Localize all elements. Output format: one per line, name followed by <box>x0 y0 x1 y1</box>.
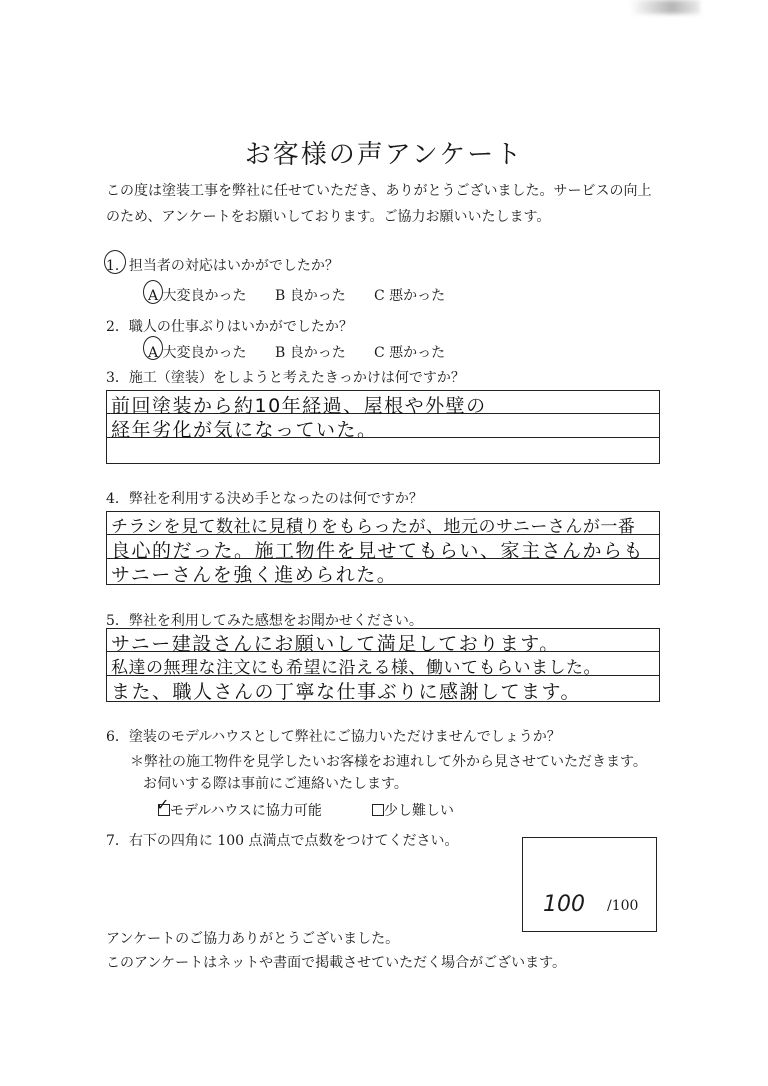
q1-option-b: B 良かった <box>275 288 346 304</box>
question-1: 1．担当者の対応はいかがでしたか？ <box>106 258 339 274</box>
q3-answer-line-1: 前回塗装から約10年経過、屋根や外壁の <box>111 395 487 417</box>
question-7: 7．右下の四角に 100 点満点で点数をつけてください。 <box>106 833 459 849</box>
closing-line-2: このアンケートはネットや書面で掲載させていただく場合がございます。 <box>106 955 567 971</box>
q2-option-c: C 悪かった <box>374 345 446 361</box>
q1-option-a: A 大変良かった <box>148 288 247 304</box>
checkbox-icon <box>372 804 384 816</box>
q5-answer-line-1: サニー建設さんにお願いして満足しております。 <box>111 633 560 655</box>
question-6: 6．塗装のモデルハウスとして弊社にご協力いただけませんでしょうか？ <box>106 729 561 745</box>
q5-answer-line-2: 私達の無理な注文にも希望に沿える様、働いてもらいました。 <box>111 658 601 678</box>
checkmark-icon: ✓ <box>156 795 170 814</box>
q6-option-no <box>372 800 454 820</box>
q1-option-c: C 悪かった <box>374 288 446 304</box>
q4-answer-line-3: サニーさんを強く進められた。 <box>111 564 398 586</box>
scan-edge-shadow <box>630 0 700 14</box>
score-box <box>522 837 657 932</box>
q2-option-a: A 大変良かった <box>148 345 247 361</box>
q6-option-yes-label: モデルハウスに協力可能 <box>170 803 322 819</box>
q3-answer-box <box>106 390 660 464</box>
question-5: 5．弊社を利用してみた感想をお聞かせください。 <box>106 613 423 629</box>
question-4: 4．弊社を利用する決め手となったのは何ですか？ <box>106 491 423 507</box>
q4-answer-line-1: チラシを見て数社に見積りをもらったが、地元のサニーさんが一番 <box>111 517 636 537</box>
q2-option-b: B 良かった <box>275 345 346 361</box>
intro-line-2: のため、アンケートをお願いしております。ご協力お願いいたします。 <box>106 209 551 225</box>
question-3: 3．施工（塗装）をしようと考えたきっかけは何ですか？ <box>106 370 465 386</box>
q4-answer-line-2: 良心的だった。施工物件を見せてもらい、家主さんからも <box>111 540 645 562</box>
q6-note-2: お伺いする際は事前にご連絡いたします。 <box>143 776 408 792</box>
page-title: お客様の声アンケート <box>244 140 524 170</box>
q5-answer-box <box>106 628 660 702</box>
q6-option-no-label: 少し難しい <box>384 803 454 819</box>
q5-answer-line-3: また、職人さんの丁寧な仕事ぶりに感謝してます。 <box>111 681 581 703</box>
question-2: 2．職人の仕事ぶりはいかがでしたか？ <box>106 319 353 335</box>
score-max: /100 <box>607 898 639 914</box>
q4-answer-box <box>106 511 660 585</box>
intro-line-1: この度は塗装工事を弊社に任せていただき、ありがとうございました。サービスの向上 <box>106 183 652 199</box>
closing-line-1: アンケートのご協力ありがとうございました。 <box>106 931 400 947</box>
q6-option-yes <box>158 800 322 820</box>
score-value: 100 <box>543 892 585 917</box>
q6-note-1: ＊弊社の施工物件を見学したいお客様をお連れして外から見させていただきます。 <box>130 754 647 770</box>
q3-answer-line-2: 経年劣化が気になっていた。 <box>111 419 378 441</box>
